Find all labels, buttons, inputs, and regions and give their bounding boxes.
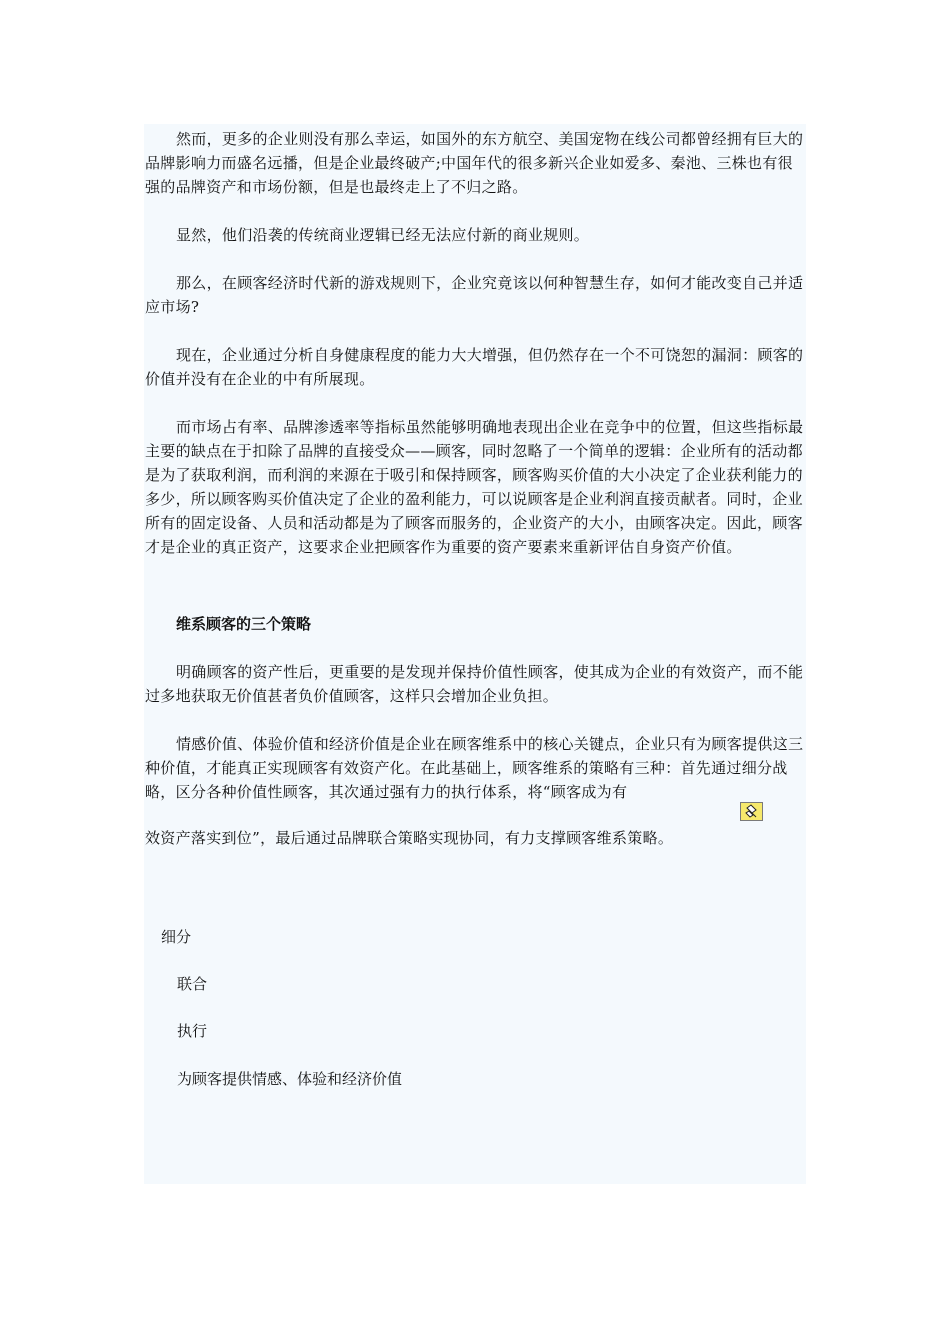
section-paragraph-2: 情感价值、体验价值和经济价值是企业在顾客维系中的核心关键点，企业只有为顾客提供这三种价值，才能真正实现顾客有效资产化。在此基础上，顾客维系的策略有三种：首先通过细分战略，区分各种价值性顾客，其次通过强有力的执行体系，将“顾客成为有 [145, 735, 804, 801]
paragraph-2: 显然，他们沿袭的传统商业逻辑已经无法应付新的商业规则。 [176, 226, 590, 244]
diagram-label-value: 为顾客提供情感、体验和经济价值 [177, 1070, 403, 1088]
paragraph-3: 那么，在顾客经济时代新的游戏规则下，企业究竟该以何种智慧生存，如何才能改变自己并适应市场? [145, 274, 804, 316]
diagram-label-segment: 细分 [161, 928, 192, 946]
diagram-label-execute: 执行 [177, 1022, 208, 1040]
paragraph-4: 现在，企业通过分析自身健康程度的能力大大增强，但仍然存在一个不可饶恕的漏洞：顾客的价值并没有在企业的中有所展现。 [145, 346, 804, 388]
section-heading: 维系顾客的三个策略 [176, 615, 312, 633]
section-paragraph-3: 效资产落实到位”，最后通过品牌联合策略实现协同，有力支撑顾客维系策略。 [145, 829, 674, 847]
diagram-label-alliance: 联合 [177, 975, 208, 993]
paragraph-1: 然而，更多的企业则没有那么幸运，如国外的东方航空、美国宠物在线公司都曾经拥有巨大的品牌影响力而盛名远播，但是企业最终破产;中国年代的很多新兴企业如爱多、秦池、三株也有很强的品牌资产和市场份额，但是也最终走上了不归之路。 [145, 130, 804, 196]
note-icon[interactable] [740, 802, 763, 821]
section-paragraph-1: 明确顾客的资产性后，更重要的是发现并保持价值性顾客，使其成为企业的有效资产，而不能过多地获取无价值甚者负价值顾客，这样只会增加企业负担。 [145, 663, 804, 705]
paragraph-5: 而市场占有率、品牌渗透率等指标虽然能够明确地表现出企业在竞争中的位置，但这些指标最主要的缺点在于扣除了品牌的直接受众——顾客，同时忽略了一个简单的逻辑：企业所有的活动都是为了获取利润，而利润的来源在于吸引和保持顾客，顾客购买价值的大小决定了企业获利能力的多少，所以顾客购买价值决定了企业的盈利能力，可以说顾客是企业利润直接贡献者。同时，企业所有的固定设备、人员和活动都是为了顾客而服务的，企业资产的大小，由顾客决定。因此，顾客才是企业的真正资产，这要求企业把顾客作为重要的资产要素来重新评估自身资产价值。 [145, 418, 804, 556]
